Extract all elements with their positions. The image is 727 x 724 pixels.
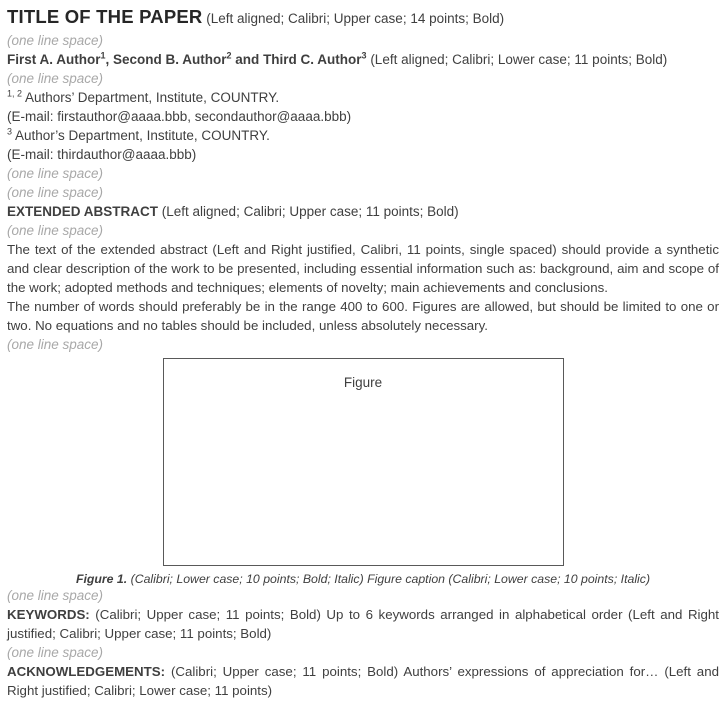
affiliation-1-2-text: Authors’ Department, Institute, COUNTRY. <box>22 90 280 105</box>
figure-placeholder-box <box>163 358 564 566</box>
authors-format-note: (Left aligned; Calibri; Lower case; 11 points; Bold) <box>366 52 668 67</box>
paper-title-line <box>7 5 719 30</box>
author-2-name: Second B. Author <box>113 52 227 67</box>
paper-title: TITLE OF THE PAPER <box>7 6 203 27</box>
extended-abstract-heading: EXTENDED ABSTRACT <box>7 204 159 219</box>
one-line-space-marker: (one line space) <box>7 33 104 48</box>
affiliation-1-2-line <box>7 88 719 107</box>
affiliation-3-text: Author’s Department, Institute, COUNTRY. <box>12 128 270 143</box>
author-3-superscript: 3 <box>361 50 367 61</box>
one-line-space-marker: (one line space) <box>7 223 104 238</box>
figure-caption-text: (Calibri; Lower case; 10 points; Bold; Italic) Figure caption (Calibri; Lower case; 10 points; Italic) <box>127 572 651 586</box>
extended-abstract-format-note: (Left aligned; Calibri; Upper case; 11 points; Bold) <box>158 204 459 219</box>
extended-abstract-heading-line <box>7 202 719 221</box>
abstract-paragraph-2: The number of words should preferably be in the range 400 to 600. Figures are allowed, but should be limited to one or two. No equations and no tables should be included, unless absolutely necessary. <box>7 299 719 333</box>
one-line-space-marker: (one line space) <box>7 645 104 660</box>
one-line-space-marker: (one line space) <box>7 71 104 86</box>
title-format-note: (Left aligned; Calibri; Upper case; 14 points; Bold) <box>202 11 505 26</box>
figure-placeholder-label: Figure <box>343 375 383 390</box>
keywords-paragraph <box>7 605 719 643</box>
author-separator-1: , <box>105 52 114 67</box>
author-2-superscript: 2 <box>226 50 232 61</box>
email-3-line: (E-mail: thirdauthor@aaaa.bbb) <box>7 147 197 162</box>
acknowledgements-label: ACKNOWLEDGEMENTS: <box>7 664 166 679</box>
email-1-2-line: (E-mail: firstauthor@aaaa.bbb, secondauthor@aaaa.bbb) <box>7 109 352 124</box>
one-line-space-marker: (one line space) <box>7 588 104 603</box>
affiliation-1-2-superscript: 1, 2 <box>7 88 23 99</box>
keywords-label: KEYWORDS: <box>7 607 90 622</box>
author-separator-2: and <box>231 52 264 67</box>
affiliation-3-line <box>7 126 719 145</box>
one-line-space-marker: (one line space) <box>7 337 104 352</box>
authors-line <box>7 50 719 69</box>
author-3-name: Third C. Author <box>263 52 362 67</box>
figure-caption <box>7 572 719 586</box>
figure-caption-label: Figure 1. <box>75 572 128 586</box>
acknowledgements-text: (Calibri; Upper case; 11 points; Bold) Authors’ expressions of appreciation for… (Left and Right justified; Calibri; Lower case; 11 points) <box>7 664 719 698</box>
acknowledgements-paragraph <box>7 662 719 700</box>
affiliation-3-superscript: 3 <box>7 126 13 137</box>
one-line-space-marker: (one line space) <box>7 185 104 200</box>
abstract-paragraph-1: The text of the extended abstract (Left and Right justified, Calibri, 11 points, single spaced) should provide a synthetic and clear description of the work to be presented, including essential information such as: background, aim and scope of the work; adopted methods and techniques; elements of novelty; main achievements and conclusions. <box>7 242 719 295</box>
keywords-text: (Calibri; Upper case; 11 points; Bold) Up to 6 keywords arranged in alphabetical order (Left and Right justified; Calibri; Upper case; 11 points; Bold) <box>7 607 719 641</box>
author-1-name: First A. Author <box>7 52 101 67</box>
one-line-space-marker: (one line space) <box>7 166 104 181</box>
author-1-superscript: 1 <box>100 50 106 61</box>
